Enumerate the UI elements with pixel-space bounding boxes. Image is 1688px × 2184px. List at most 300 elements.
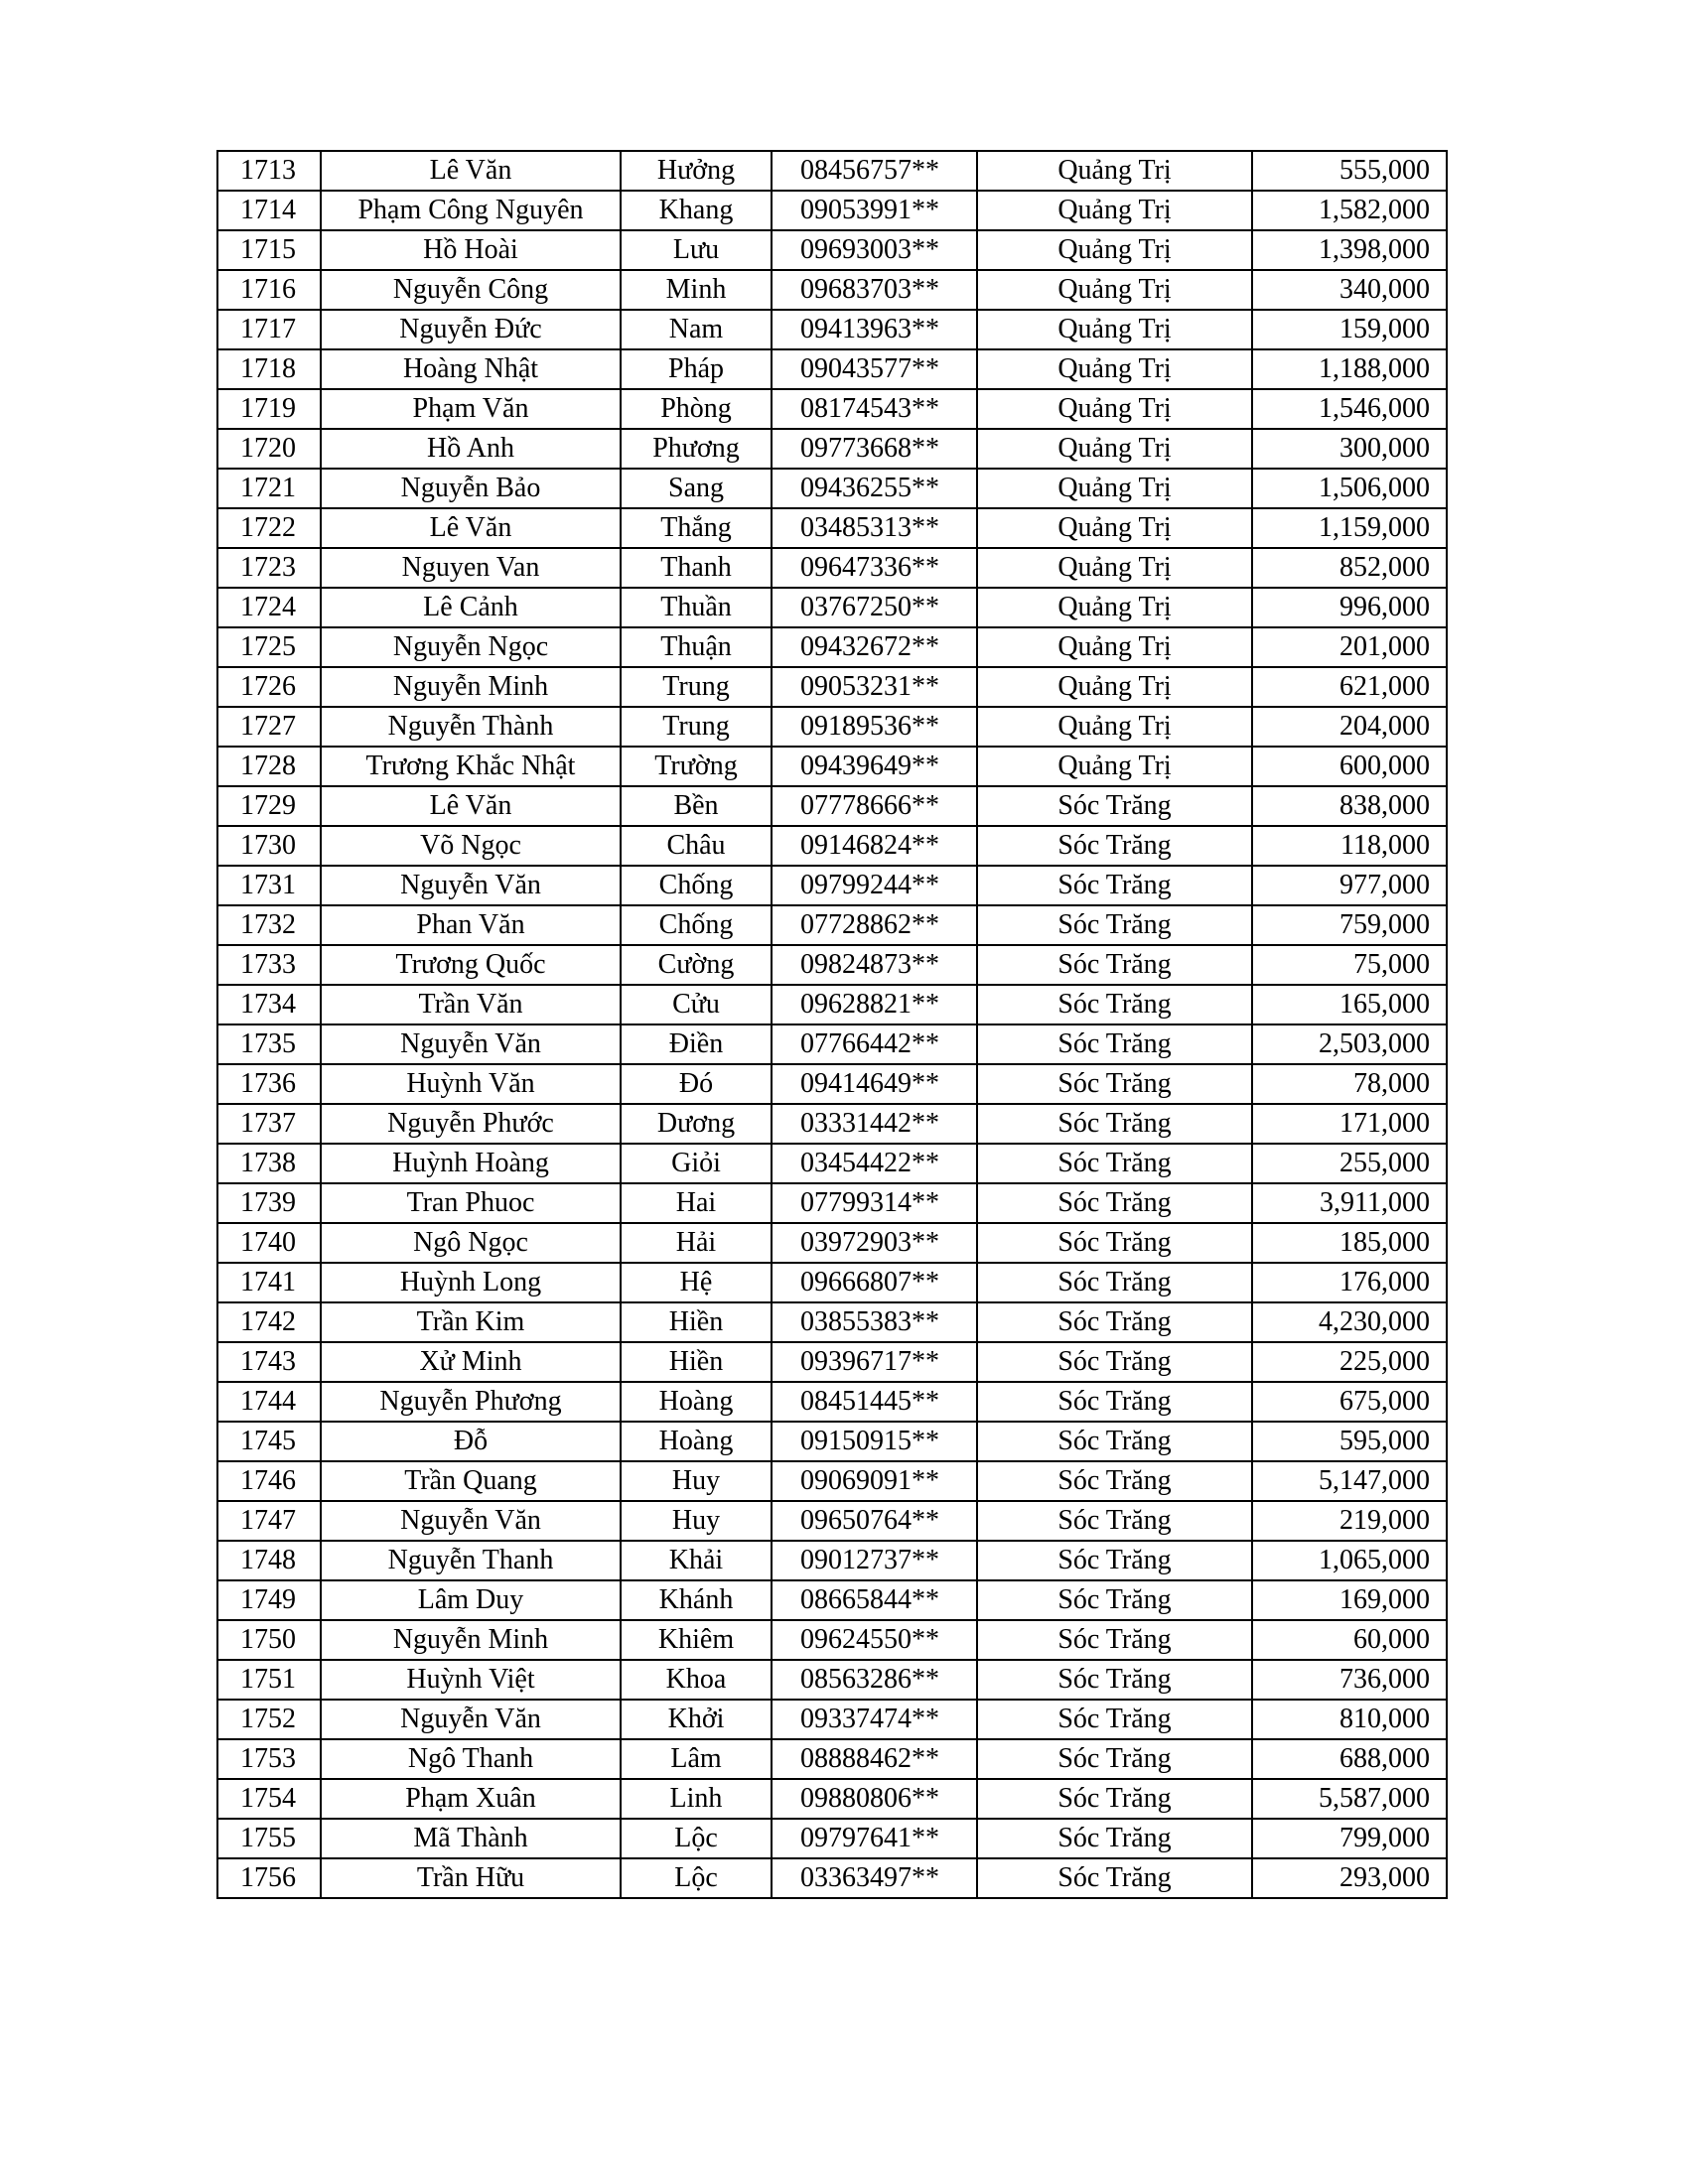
row-number-cell: 1723 xyxy=(217,548,321,588)
province-cell: Quảng Trị xyxy=(977,707,1252,747)
surname-cell: Nguyễn Đức xyxy=(321,310,621,349)
surname-cell: Hồ Hoài xyxy=(321,230,621,270)
phone-cell: 08665844** xyxy=(772,1580,977,1620)
amount-cell: 555,000 xyxy=(1252,151,1447,191)
given-name-cell: Trường xyxy=(621,747,772,786)
given-name-cell: Minh xyxy=(621,270,772,310)
row-number-cell: 1751 xyxy=(217,1660,321,1700)
surname-cell: Ngô Ngọc xyxy=(321,1223,621,1263)
row-number-cell: 1753 xyxy=(217,1739,321,1779)
province-cell: Sóc Trăng xyxy=(977,866,1252,905)
table-row xyxy=(217,1501,1447,1541)
amount-cell: 185,000 xyxy=(1252,1223,1447,1263)
row-number-cell: 1750 xyxy=(217,1620,321,1660)
table-row xyxy=(217,151,1447,191)
surname-cell: Nguyễn Thành xyxy=(321,707,621,747)
province-cell: Quảng Trị xyxy=(977,349,1252,389)
phone-cell: 08888462** xyxy=(772,1739,977,1779)
row-number-cell: 1741 xyxy=(217,1263,321,1302)
phone-cell: 03331442** xyxy=(772,1104,977,1144)
province-cell: Quảng Trị xyxy=(977,230,1252,270)
province-cell: Sóc Trăng xyxy=(977,1739,1252,1779)
province-cell: Sóc Trăng xyxy=(977,1263,1252,1302)
phone-cell: 09683703** xyxy=(772,270,977,310)
amount-cell: 204,000 xyxy=(1252,707,1447,747)
given-name-cell: Thuận xyxy=(621,627,772,667)
row-number-cell: 1720 xyxy=(217,429,321,469)
row-number-cell: 1733 xyxy=(217,945,321,985)
amount-cell: 600,000 xyxy=(1252,747,1447,786)
given-name-cell: Thanh xyxy=(621,548,772,588)
phone-cell: 03767250** xyxy=(772,588,977,627)
province-cell: Quảng Trị xyxy=(977,508,1252,548)
amount-cell: 5,147,000 xyxy=(1252,1461,1447,1501)
given-name-cell: Huy xyxy=(621,1461,772,1501)
surname-cell: Võ Ngọc xyxy=(321,826,621,866)
amount-cell: 201,000 xyxy=(1252,627,1447,667)
amount-cell: 219,000 xyxy=(1252,1501,1447,1541)
given-name-cell: Khoa xyxy=(621,1660,772,1700)
province-cell: Sóc Trăng xyxy=(977,1819,1252,1858)
amount-cell: 118,000 xyxy=(1252,826,1447,866)
province-cell: Quảng Trị xyxy=(977,667,1252,707)
amount-cell: 799,000 xyxy=(1252,1819,1447,1858)
given-name-cell: Thắng xyxy=(621,508,772,548)
amount-cell: 736,000 xyxy=(1252,1660,1447,1700)
row-number-cell: 1729 xyxy=(217,786,321,826)
province-cell: Sóc Trăng xyxy=(977,786,1252,826)
given-name-cell: Lâm xyxy=(621,1739,772,1779)
table-row xyxy=(217,588,1447,627)
phone-cell: 03363497** xyxy=(772,1858,977,1898)
province-cell: Sóc Trăng xyxy=(977,1501,1252,1541)
row-number-cell: 1756 xyxy=(217,1858,321,1898)
amount-cell: 3,911,000 xyxy=(1252,1183,1447,1223)
table-row xyxy=(217,1382,1447,1422)
row-number-cell: 1752 xyxy=(217,1700,321,1739)
phone-cell: 09799244** xyxy=(772,866,977,905)
row-number-cell: 1718 xyxy=(217,349,321,389)
phone-cell: 07799314** xyxy=(772,1183,977,1223)
given-name-cell: Khánh xyxy=(621,1580,772,1620)
row-number-cell: 1730 xyxy=(217,826,321,866)
phone-cell: 09693003** xyxy=(772,230,977,270)
table-row xyxy=(217,1779,1447,1819)
table-row xyxy=(217,191,1447,230)
phone-cell: 03972903** xyxy=(772,1223,977,1263)
given-name-cell: Khiêm xyxy=(621,1620,772,1660)
surname-cell: Lê Văn xyxy=(321,786,621,826)
phone-cell: 03855383** xyxy=(772,1302,977,1342)
amount-cell: 2,503,000 xyxy=(1252,1024,1447,1064)
given-name-cell: Phương xyxy=(621,429,772,469)
given-name-cell: Châu xyxy=(621,826,772,866)
phone-cell: 08563286** xyxy=(772,1660,977,1700)
province-cell: Sóc Trăng xyxy=(977,1461,1252,1501)
phone-cell: 09624550** xyxy=(772,1620,977,1660)
province-cell: Sóc Trăng xyxy=(977,1223,1252,1263)
given-name-cell: Linh xyxy=(621,1779,772,1819)
amount-cell: 1,188,000 xyxy=(1252,349,1447,389)
recipient-table xyxy=(216,150,1448,1899)
province-cell: Quảng Trị xyxy=(977,469,1252,508)
given-name-cell: Khởi xyxy=(621,1700,772,1739)
phone-cell: 09647336** xyxy=(772,548,977,588)
phone-cell: 09189536** xyxy=(772,707,977,747)
surname-cell: Nguyễn Văn xyxy=(321,1501,621,1541)
table-row xyxy=(217,1144,1447,1183)
row-number-cell: 1742 xyxy=(217,1302,321,1342)
row-number-cell: 1734 xyxy=(217,985,321,1024)
given-name-cell: Cửu xyxy=(621,985,772,1024)
phone-cell: 09824873** xyxy=(772,945,977,985)
row-number-cell: 1743 xyxy=(217,1342,321,1382)
surname-cell: Trương Quốc xyxy=(321,945,621,985)
province-cell: Quảng Trị xyxy=(977,588,1252,627)
province-cell: Sóc Trăng xyxy=(977,1104,1252,1144)
amount-cell: 165,000 xyxy=(1252,985,1447,1024)
surname-cell: Trần Văn xyxy=(321,985,621,1024)
surname-cell: Nguyễn Văn xyxy=(321,1024,621,1064)
phone-cell: 09012737** xyxy=(772,1541,977,1580)
surname-cell: Mã Thành xyxy=(321,1819,621,1858)
surname-cell: Nguyễn Văn xyxy=(321,1700,621,1739)
province-cell: Sóc Trăng xyxy=(977,1700,1252,1739)
row-number-cell: 1737 xyxy=(217,1104,321,1144)
table-row xyxy=(217,1263,1447,1302)
phone-cell: 09043577** xyxy=(772,349,977,389)
surname-cell: Nguyễn Văn xyxy=(321,866,621,905)
row-number-cell: 1724 xyxy=(217,588,321,627)
row-number-cell: 1736 xyxy=(217,1064,321,1104)
surname-cell: Nguyễn Thanh xyxy=(321,1541,621,1580)
phone-cell: 09146824** xyxy=(772,826,977,866)
phone-cell: 09432672** xyxy=(772,627,977,667)
given-name-cell: Trung xyxy=(621,707,772,747)
amount-cell: 810,000 xyxy=(1252,1700,1447,1739)
given-name-cell: Chống xyxy=(621,866,772,905)
province-cell: Quảng Trị xyxy=(977,310,1252,349)
amount-cell: 159,000 xyxy=(1252,310,1447,349)
province-cell: Sóc Trăng xyxy=(977,1422,1252,1461)
phone-cell: 09414649** xyxy=(772,1064,977,1104)
surname-cell: Trương Khắc Nhật xyxy=(321,747,621,786)
row-number-cell: 1744 xyxy=(217,1382,321,1422)
province-cell: Sóc Trăng xyxy=(977,1580,1252,1620)
amount-cell: 78,000 xyxy=(1252,1064,1447,1104)
surname-cell: Lê Cảnh xyxy=(321,588,621,627)
phone-cell: 09436255** xyxy=(772,469,977,508)
province-cell: Sóc Trăng xyxy=(977,1660,1252,1700)
given-name-cell: Điền xyxy=(621,1024,772,1064)
table-row xyxy=(217,1700,1447,1739)
row-number-cell: 1726 xyxy=(217,667,321,707)
amount-cell: 5,587,000 xyxy=(1252,1779,1447,1819)
given-name-cell: Lộc xyxy=(621,1858,772,1898)
amount-cell: 1,065,000 xyxy=(1252,1541,1447,1580)
row-number-cell: 1735 xyxy=(217,1024,321,1064)
given-name-cell: Hoàng xyxy=(621,1382,772,1422)
phone-cell: 09666807** xyxy=(772,1263,977,1302)
table-row xyxy=(217,1342,1447,1382)
table-row xyxy=(217,1541,1447,1580)
given-name-cell: Hai xyxy=(621,1183,772,1223)
row-number-cell: 1725 xyxy=(217,627,321,667)
phone-cell: 09439649** xyxy=(772,747,977,786)
province-cell: Sóc Trăng xyxy=(977,1541,1252,1580)
given-name-cell: Lưu xyxy=(621,230,772,270)
table-row xyxy=(217,508,1447,548)
given-name-cell: Khang xyxy=(621,191,772,230)
table-row xyxy=(217,1064,1447,1104)
table-row xyxy=(217,1183,1447,1223)
given-name-cell: Hải xyxy=(621,1223,772,1263)
phone-cell: 09053231** xyxy=(772,667,977,707)
table-row xyxy=(217,1422,1447,1461)
given-name-cell: Dương xyxy=(621,1104,772,1144)
table-row xyxy=(217,866,1447,905)
surname-cell: Nguyễn Minh xyxy=(321,1620,621,1660)
phone-cell: 09650764** xyxy=(772,1501,977,1541)
phone-cell: 09413963** xyxy=(772,310,977,349)
amount-cell: 4,230,000 xyxy=(1252,1302,1447,1342)
table-row xyxy=(217,310,1447,349)
given-name-cell: Hiền xyxy=(621,1302,772,1342)
amount-cell: 176,000 xyxy=(1252,1263,1447,1302)
surname-cell: Huỳnh Hoàng xyxy=(321,1144,621,1183)
amount-cell: 675,000 xyxy=(1252,1382,1447,1422)
table-row xyxy=(217,667,1447,707)
row-number-cell: 1740 xyxy=(217,1223,321,1263)
row-number-cell: 1714 xyxy=(217,191,321,230)
surname-cell: Lê Văn xyxy=(321,151,621,191)
row-number-cell: 1738 xyxy=(217,1144,321,1183)
given-name-cell: Huy xyxy=(621,1501,772,1541)
province-cell: Quảng Trị xyxy=(977,389,1252,429)
row-number-cell: 1722 xyxy=(217,508,321,548)
table-row xyxy=(217,826,1447,866)
phone-cell: 09797641** xyxy=(772,1819,977,1858)
province-cell: Sóc Trăng xyxy=(977,985,1252,1024)
surname-cell: Nguyễn Phương xyxy=(321,1382,621,1422)
province-cell: Sóc Trăng xyxy=(977,1024,1252,1064)
province-cell: Quảng Trị xyxy=(977,429,1252,469)
province-cell: Sóc Trăng xyxy=(977,1779,1252,1819)
phone-cell: 09628821** xyxy=(772,985,977,1024)
phone-cell: 09396717** xyxy=(772,1342,977,1382)
row-number-cell: 1746 xyxy=(217,1461,321,1501)
surname-cell: Phạm Xuân xyxy=(321,1779,621,1819)
table-row xyxy=(217,429,1447,469)
amount-cell: 340,000 xyxy=(1252,270,1447,310)
row-number-cell: 1713 xyxy=(217,151,321,191)
amount-cell: 996,000 xyxy=(1252,588,1447,627)
phone-cell: 09773668** xyxy=(772,429,977,469)
given-name-cell: Sang xyxy=(621,469,772,508)
given-name-cell: Đó xyxy=(621,1064,772,1104)
surname-cell: Xử Minh xyxy=(321,1342,621,1382)
table-row xyxy=(217,1302,1447,1342)
given-name-cell: Cường xyxy=(621,945,772,985)
row-number-cell: 1731 xyxy=(217,866,321,905)
amount-cell: 225,000 xyxy=(1252,1342,1447,1382)
table-row xyxy=(217,1819,1447,1858)
phone-cell: 08456757** xyxy=(772,151,977,191)
province-cell: Quảng Trị xyxy=(977,270,1252,310)
table-row xyxy=(217,230,1447,270)
surname-cell: Ngô Thanh xyxy=(321,1739,621,1779)
table-row xyxy=(217,1104,1447,1144)
phone-cell: 09337474** xyxy=(772,1700,977,1739)
row-number-cell: 1719 xyxy=(217,389,321,429)
table-row xyxy=(217,707,1447,747)
surname-cell: Hồ Anh xyxy=(321,429,621,469)
table-row xyxy=(217,1858,1447,1898)
surname-cell: Tran Phuoc xyxy=(321,1183,621,1223)
phone-cell: 09069091** xyxy=(772,1461,977,1501)
surname-cell: Huỳnh Văn xyxy=(321,1064,621,1104)
table-row xyxy=(217,786,1447,826)
table-row xyxy=(217,1580,1447,1620)
table-row xyxy=(217,270,1447,310)
given-name-cell: Pháp xyxy=(621,349,772,389)
table-row xyxy=(217,389,1447,429)
surname-cell: Phạm Văn xyxy=(321,389,621,429)
given-name-cell: Hiền xyxy=(621,1342,772,1382)
table-row xyxy=(217,1024,1447,1064)
table-row xyxy=(217,548,1447,588)
amount-cell: 60,000 xyxy=(1252,1620,1447,1660)
table-row xyxy=(217,627,1447,667)
province-cell: Sóc Trăng xyxy=(977,1858,1252,1898)
amount-cell: 759,000 xyxy=(1252,905,1447,945)
surname-cell: Huỳnh Việt xyxy=(321,1660,621,1700)
province-cell: Sóc Trăng xyxy=(977,1620,1252,1660)
amount-cell: 171,000 xyxy=(1252,1104,1447,1144)
province-cell: Sóc Trăng xyxy=(977,1302,1252,1342)
table-row xyxy=(217,469,1447,508)
amount-cell: 838,000 xyxy=(1252,786,1447,826)
amount-cell: 852,000 xyxy=(1252,548,1447,588)
surname-cell: Trần Hữu xyxy=(321,1858,621,1898)
given-name-cell: Hệ xyxy=(621,1263,772,1302)
row-number-cell: 1745 xyxy=(217,1422,321,1461)
row-number-cell: 1732 xyxy=(217,905,321,945)
amount-cell: 621,000 xyxy=(1252,667,1447,707)
province-cell: Quảng Trị xyxy=(977,548,1252,588)
row-number-cell: 1717 xyxy=(217,310,321,349)
surname-cell: Nguyễn Công xyxy=(321,270,621,310)
phone-cell: 09053991** xyxy=(772,191,977,230)
phone-cell: 03454422** xyxy=(772,1144,977,1183)
province-cell: Sóc Trăng xyxy=(977,905,1252,945)
row-number-cell: 1754 xyxy=(217,1779,321,1819)
surname-cell: Hoàng Nhật xyxy=(321,349,621,389)
surname-cell: Nguyễn Minh xyxy=(321,667,621,707)
table-row xyxy=(217,349,1447,389)
given-name-cell: Phòng xyxy=(621,389,772,429)
surname-cell: Huỳnh Long xyxy=(321,1263,621,1302)
amount-cell: 688,000 xyxy=(1252,1739,1447,1779)
surname-cell: Lâm Duy xyxy=(321,1580,621,1620)
surname-cell: Nguyễn Ngọc xyxy=(321,627,621,667)
surname-cell: Trần Kim xyxy=(321,1302,621,1342)
table-row xyxy=(217,985,1447,1024)
row-number-cell: 1716 xyxy=(217,270,321,310)
table-row xyxy=(217,1461,1447,1501)
province-cell: Sóc Trăng xyxy=(977,1342,1252,1382)
given-name-cell: Chống xyxy=(621,905,772,945)
phone-cell: 08174543** xyxy=(772,389,977,429)
province-cell: Quảng Trị xyxy=(977,151,1252,191)
amount-cell: 255,000 xyxy=(1252,1144,1447,1183)
table-row xyxy=(217,905,1447,945)
given-name-cell: Trung xyxy=(621,667,772,707)
table-row xyxy=(217,945,1447,985)
phone-cell: 08451445** xyxy=(772,1382,977,1422)
amount-cell: 1,159,000 xyxy=(1252,508,1447,548)
table-body xyxy=(217,151,1447,1898)
row-number-cell: 1755 xyxy=(217,1819,321,1858)
row-number-cell: 1739 xyxy=(217,1183,321,1223)
surname-cell: Phạm Công Nguyên xyxy=(321,191,621,230)
amount-cell: 1,582,000 xyxy=(1252,191,1447,230)
given-name-cell: Giỏi xyxy=(621,1144,772,1183)
amount-cell: 977,000 xyxy=(1252,866,1447,905)
phone-cell: 07728862** xyxy=(772,905,977,945)
amount-cell: 75,000 xyxy=(1252,945,1447,985)
amount-cell: 293,000 xyxy=(1252,1858,1447,1898)
surname-cell: Đỗ xyxy=(321,1422,621,1461)
phone-cell: 03485313** xyxy=(772,508,977,548)
province-cell: Quảng Trị xyxy=(977,747,1252,786)
row-number-cell: 1721 xyxy=(217,469,321,508)
row-number-cell: 1727 xyxy=(217,707,321,747)
row-number-cell: 1748 xyxy=(217,1541,321,1580)
province-cell: Sóc Trăng xyxy=(977,1183,1252,1223)
row-number-cell: 1747 xyxy=(217,1501,321,1541)
province-cell: Sóc Trăng xyxy=(977,1382,1252,1422)
surname-cell: Nguyen Van xyxy=(321,548,621,588)
province-cell: Sóc Trăng xyxy=(977,826,1252,866)
table-row xyxy=(217,1620,1447,1660)
given-name-cell: Bền xyxy=(621,786,772,826)
given-name-cell: Khải xyxy=(621,1541,772,1580)
phone-cell: 09150915** xyxy=(772,1422,977,1461)
phone-cell: 07778666** xyxy=(772,786,977,826)
given-name-cell: Hưởng xyxy=(621,151,772,191)
given-name-cell: Lộc xyxy=(621,1819,772,1858)
province-cell: Quảng Trị xyxy=(977,191,1252,230)
phone-cell: 07766442** xyxy=(772,1024,977,1064)
row-number-cell: 1749 xyxy=(217,1580,321,1620)
surname-cell: Nguyễn Bảo xyxy=(321,469,621,508)
given-name-cell: Thuần xyxy=(621,588,772,627)
table-row xyxy=(217,1739,1447,1779)
row-number-cell: 1728 xyxy=(217,747,321,786)
amount-cell: 1,506,000 xyxy=(1252,469,1447,508)
table-row xyxy=(217,1660,1447,1700)
phone-cell: 09880806** xyxy=(772,1779,977,1819)
surname-cell: Trần Quang xyxy=(321,1461,621,1501)
table-row xyxy=(217,1223,1447,1263)
province-cell: Sóc Trăng xyxy=(977,1144,1252,1183)
amount-cell: 300,000 xyxy=(1252,429,1447,469)
amount-cell: 1,546,000 xyxy=(1252,389,1447,429)
amount-cell: 595,000 xyxy=(1252,1422,1447,1461)
province-cell: Sóc Trăng xyxy=(977,1064,1252,1104)
amount-cell: 1,398,000 xyxy=(1252,230,1447,270)
